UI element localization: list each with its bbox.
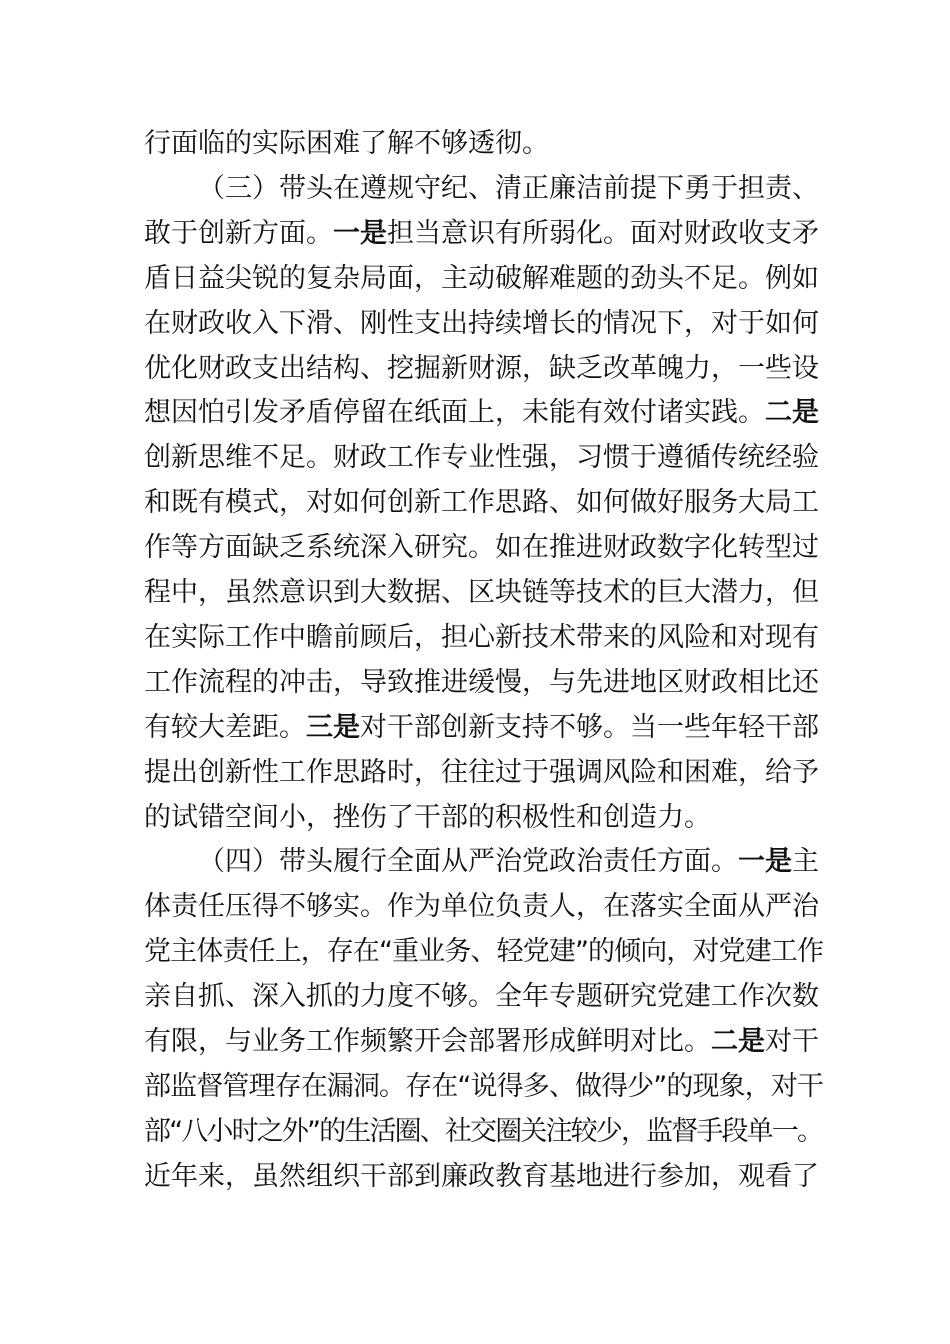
text-segment: 部“八小时之外”的生活圈、社交圈关注较少，监督手段单一。	[144, 1115, 823, 1147]
text-segment: 优化财政支出结构、挖掘新财源，缺乏改革魄力，一些设	[144, 352, 819, 384]
text-segment: 有较大差距。	[144, 711, 306, 743]
text-segment: 工作流程的冲击，导致推进缓慢，与先进地区财政相比还	[144, 666, 819, 698]
text-line	[144, 885, 824, 929]
text-line	[144, 751, 824, 795]
text-line	[144, 302, 824, 346]
bold-text-segment: 二是	[711, 1026, 765, 1057]
text-segment: 盾日益尖锐的复杂局面，主动破解难题的劲头不足。例如	[144, 262, 819, 294]
text-line	[144, 257, 824, 301]
bold-text-segment: 一是	[333, 217, 387, 249]
text-segment: 程中，虽然意识到大数据、区块链等技术的巨大潜力，但	[144, 577, 819, 608]
text-line	[144, 481, 824, 525]
text-line	[144, 391, 824, 435]
text-line	[198, 167, 824, 211]
text-segment: （三）带头在遵规守纪、清正廉洁前提下勇于担责、	[198, 172, 819, 204]
text-line	[144, 1110, 824, 1154]
text-line	[144, 122, 824, 166]
text-segment: 提出创新性工作思路时，往往过于强调风险和困难，给予	[144, 756, 819, 788]
text-line	[144, 1155, 824, 1199]
text-segment: 亲自抓、深入抓的力度不够。全年专题研究党建工作次数	[144, 981, 819, 1013]
text-line	[144, 796, 824, 840]
text-segment: 的试错空间小，挫伤了干部的积极性和创造力。	[144, 801, 711, 833]
text-segment: 行面临的实际困难了解不够透彻。	[144, 128, 549, 159]
text-line	[144, 975, 824, 1019]
text-segment: 近年来，虽然组织干部到廉政教育基地进行参加，观看了	[144, 1160, 819, 1192]
text-segment: 部监督管理存在漏洞。存在“说得多、做得少”的现象，对干	[144, 1070, 824, 1102]
text-segment: 敢于创新方面。	[144, 217, 333, 249]
text-line	[144, 616, 824, 660]
text-line	[198, 840, 824, 884]
text-segment: 创新思维不足。财政工作专业性强，习惯于遵循传统经验	[144, 442, 819, 474]
text-line	[144, 436, 824, 480]
text-line	[144, 1065, 824, 1109]
text-segment: 担当意识有所弱化。面对财政收支矛	[387, 217, 819, 249]
text-segment: 在实际工作中瞻前顾后，担心新技术带来的风险和对现有	[144, 621, 819, 653]
text-line	[144, 661, 824, 705]
text-line	[144, 212, 824, 256]
text-line	[144, 930, 824, 974]
text-segment: 有限，与业务工作频繁开会部署形成鲜明对比。	[144, 1026, 711, 1057]
text-segment: 体责任压得不够实。作为单位负责人，在落实全面从严治	[144, 891, 819, 923]
text-line	[144, 571, 824, 615]
text-segment: 对干	[765, 1026, 819, 1057]
text-segment: 对干部创新支持不够。当一些年轻干部	[360, 711, 819, 743]
text-segment: 主	[792, 846, 819, 878]
text-segment: 在财政收入下滑、刚性支出持续增长的情况下，对于如何	[144, 307, 819, 339]
bold-text-segment: 二是	[765, 397, 819, 429]
text-segment: 作等方面缺乏系统深入研究。如在推进财政数字化转型过	[144, 532, 819, 564]
bold-text-segment: 一是	[738, 846, 792, 878]
text-segment: 党主体责任上，存在“重业务、轻党建”的倾向，对党建工作	[144, 936, 824, 968]
text-line	[144, 347, 824, 391]
text-line	[144, 706, 824, 750]
text-segment: 想因怕引发矛盾停留在纸面上，未能有效付诸实践。	[144, 397, 765, 429]
text-line	[144, 1020, 824, 1064]
text-line	[144, 526, 824, 570]
text-segment: （四）带头履行全面从严治党政治责任方面。	[198, 846, 738, 878]
bold-text-segment: 三是	[306, 711, 360, 743]
text-segment: 和既有模式，对如何创新工作思路、如何做好服务大局工	[144, 487, 819, 519]
